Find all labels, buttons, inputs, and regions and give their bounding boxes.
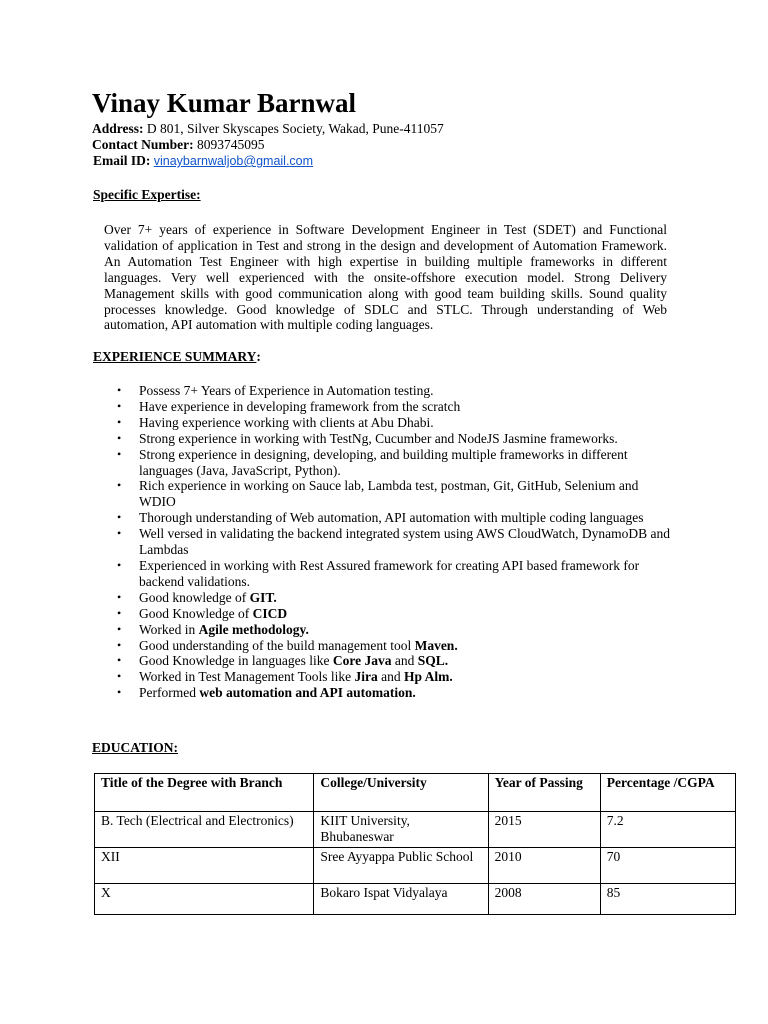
- list-item: • Possess 7+ Years of Experience in Automation testing.: [117, 383, 677, 399]
- table-cell: 2008: [488, 884, 600, 915]
- table-row: [95, 848, 736, 884]
- table-cell: B. Tech (Electrical and Electronics): [95, 812, 314, 848]
- contact-block: [92, 121, 444, 169]
- candidate-name: Vinay Kumar Barnwal: [92, 88, 357, 118]
- column-header: Year of Passing: [488, 774, 600, 812]
- table-row: [95, 812, 736, 848]
- address-row: [92, 121, 444, 137]
- table-cell: Sree Ayyappa Public School: [314, 848, 488, 884]
- list-item: • Good knowledge of GIT.: [117, 590, 677, 606]
- experience-heading: [93, 349, 261, 365]
- table-cell: X: [95, 884, 314, 915]
- list-item: • Strong experience in working with TestNg, Cucumber and NodeJS Jasmine frameworks.: [117, 431, 677, 447]
- expertise-heading: Specific Expertise:: [93, 187, 201, 202]
- table-cell: 85: [600, 884, 735, 915]
- list-item: • Performed web automation and API automation.: [117, 685, 677, 701]
- list-item: • Good understanding of the build management tool Maven.: [117, 638, 677, 654]
- list-item: • Thorough understanding of Web automation, API automation with multiple coding languages: [117, 510, 677, 526]
- table-cell: 2015: [488, 812, 600, 848]
- email-label: Email ID:: [93, 153, 151, 168]
- table-cell: 7.2: [600, 812, 735, 848]
- address-value: D 801, Silver Skyscapes Society, Wakad, Pune-411057: [146, 121, 444, 136]
- list-item: • Good Knowledge of CICD: [117, 606, 677, 622]
- column-header: Percentage /CGPA: [600, 774, 735, 812]
- list-item: • Having experience working with clients at Abu Dhabi.: [117, 415, 677, 431]
- experience-heading-text: EXPERIENCE SUMMARY: [93, 349, 257, 364]
- column-header: College/University: [314, 774, 488, 812]
- contact-value: 8093745095: [196, 137, 265, 152]
- experience-list: [117, 383, 677, 701]
- list-item: • Worked in Test Management Tools like Jira and Hp Alm.: [117, 669, 677, 685]
- table-row: [95, 884, 736, 915]
- table-cell: 2010: [488, 848, 600, 884]
- table-header-row: [95, 774, 736, 812]
- contact-row: [92, 137, 444, 153]
- table-cell: 70: [600, 848, 735, 884]
- table-cell: Bokaro Ispat Vidyalaya: [314, 884, 488, 915]
- list-item: • Good Knowledge in languages like Core Java and SQL.: [117, 653, 677, 669]
- address-label: Address:: [92, 121, 144, 136]
- column-header: Title of the Degree with Branch: [95, 774, 314, 812]
- expertise-summary: Over 7+ years of experience in Software Development Engineer in Test (SDET) and Functional validation of application in Test and strong in the design and development of Automation Framework. An Automation Test Engineer with high expertise in building multiple frameworks in different languages. Very well experienced with the onsite-offshore execution model. Strong Delivery Management skills with good communication along with good team building skills. Sound quality processes knowledge. Good knowledge of SDLC and STLC. Through understanding of Web automation, API automation with multiple coding languages.: [104, 222, 667, 333]
- experience-heading-colon: :: [256, 349, 261, 364]
- contact-label: Contact Number:: [92, 137, 194, 152]
- list-item: • Experienced in working with Rest Assured framework for creating API based framework for backend validations.: [117, 558, 677, 590]
- list-item: • Strong experience in designing, developing, and building multiple frameworks in different languages (Java, JavaScript, Python).: [117, 447, 677, 479]
- table-cell: XII: [95, 848, 314, 884]
- list-item: • Rich experience in working on Sauce lab, Lambda test, postman, Git, GitHub, Selenium and WDIO: [117, 478, 677, 510]
- education-heading: EDUCATION:: [92, 740, 179, 755]
- list-item: • Worked in Agile methodology.: [117, 622, 677, 638]
- list-item: • Well versed in validating the backend integrated system using AWS CloudWatch, DynamoDB and Lambdas: [117, 526, 677, 558]
- list-item: • Have experience in developing framework from the scratch: [117, 399, 677, 415]
- email-row: [92, 153, 444, 169]
- table-cell: KIIT University, Bhubaneswar: [314, 812, 488, 848]
- education-table: [94, 773, 736, 915]
- email-link[interactable]: vinaybarnwaljob@gmail.com: [153, 154, 314, 168]
